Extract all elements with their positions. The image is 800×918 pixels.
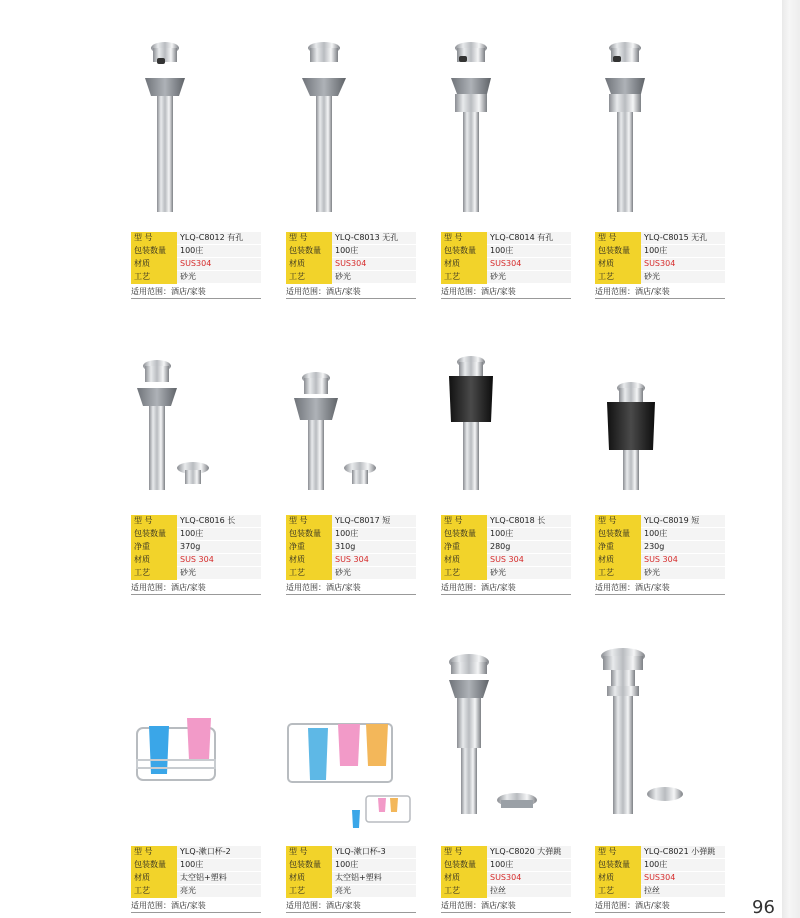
drain-plug-image [286, 38, 416, 218]
drain-plug-image [286, 368, 416, 496]
usage-scope: 适用范围：酒店/家装 [131, 582, 261, 595]
usage-scope: 适用范围：酒店/家装 [595, 900, 725, 913]
spec-table: 型 号 YLQ-漱口杯-3 包装数量 100庄 材质 太空铝+塑料 工艺 亮光 [286, 846, 416, 898]
spec-table: 型 号 YLQ-C8016 长 包装数量 100庄 净重 370g 材质 SUS 304 工艺 砂光 [131, 515, 261, 580]
spec-table: 型 号 YLQ-C8019 短 包装数量 100庄 净重 230g 材质 SUS 304 工艺 砂光 [595, 515, 725, 580]
usage-scope: 适用范围：酒店/家装 [441, 900, 571, 913]
drain-plug-image [595, 378, 725, 496]
usage-scope: 适用范围：酒店/家装 [286, 286, 416, 299]
drain-plug-image [131, 356, 261, 496]
drain-plug-image [131, 38, 261, 218]
spec-table: 型 号 YLQ-C8020 大弹跳 包装数量 100庄 材质 SUS304 工艺 拉丝 [441, 846, 571, 898]
usage-scope: 适用范围：酒店/家装 [441, 582, 571, 595]
pop-up-drain-image [595, 644, 725, 822]
spec-table: 型 号 YLQ-C8015 无孔 包装数量 100庄 材质 SUS304 工艺 砂光 [595, 232, 725, 284]
cup-holder-image [286, 714, 416, 836]
spec-table: 型 号 YLQ-C8014 有孔 包装数量 100庄 材质 SUS304 工艺 砂光 [441, 232, 571, 284]
usage-scope: 适用范围：酒店/家装 [595, 286, 725, 299]
usage-scope: 适用范围：酒店/家装 [131, 286, 261, 299]
pop-up-drain-image [441, 650, 571, 822]
drain-plug-image [595, 38, 725, 218]
spec-table: 型 号 YLQ-漱口杯-2 包装数量 100庄 材质 太空铝+塑料 工艺 亮光 [131, 846, 261, 898]
cup-holder-image [131, 708, 261, 788]
spec-table: 型 号 YLQ-C8021 小弹跳 包装数量 100庄 材质 SUS304 工艺 拉丝 [595, 846, 725, 898]
usage-scope: 适用范围：酒店/家装 [441, 286, 571, 299]
spec-table: 型 号 YLQ-C8013 无孔 包装数量 100庄 材质 SUS304 工艺 砂光 [286, 232, 416, 284]
usage-scope: 适用范围：酒店/家装 [131, 900, 261, 913]
page-number: 96 [752, 897, 775, 918]
spec-table: 型 号 YLQ-C8017 短 包装数量 100庄 净重 310g 材质 SUS 304 工艺 砂光 [286, 515, 416, 580]
drain-plug-image [441, 352, 571, 496]
usage-scope: 适用范围：酒店/家装 [286, 582, 416, 595]
drain-plug-image [441, 38, 571, 218]
page-edge-shadow [782, 0, 800, 918]
spec-table: 型 号 YLQ-C8012 有孔 包装数量 100庄 材质 SUS304 工艺 砂光 [131, 232, 261, 284]
spec-table: 型 号 YLQ-C8018 长 包装数量 100庄 净重 280g 材质 SUS 304 工艺 砂光 [441, 515, 571, 580]
usage-scope: 适用范围：酒店/家装 [286, 900, 416, 913]
usage-scope: 适用范围：酒店/家装 [595, 582, 725, 595]
